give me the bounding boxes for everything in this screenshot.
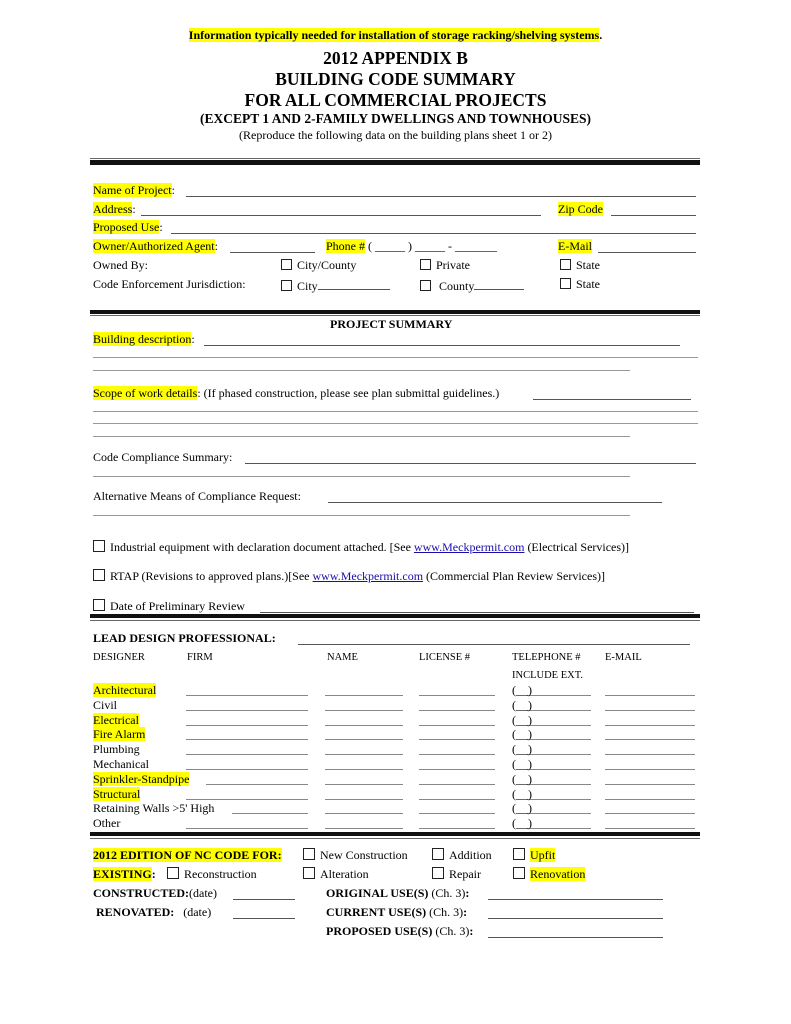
industrial-equipment-option[interactable]: Industrial equipment with declaration document attached. [See www.Meckpermit.com (Electrical Services)] bbox=[93, 540, 629, 555]
license-field[interactable] bbox=[419, 710, 495, 711]
address-label: Address: bbox=[93, 202, 136, 216]
column-telephone: TELEPHONE # bbox=[512, 652, 581, 663]
email-field[interactable] bbox=[605, 784, 695, 785]
designer-label: Sprinkler-Standpipe bbox=[93, 772, 190, 786]
meckpermit-link[interactable]: www.Meckpermit.com bbox=[312, 569, 424, 583]
designer-label: Retaining Walls >5' High bbox=[93, 801, 215, 815]
address-field[interactable] bbox=[141, 215, 541, 216]
building-description-line[interactable] bbox=[93, 370, 630, 371]
proposed-use-code-field[interactable] bbox=[488, 937, 663, 938]
checkbox-icon[interactable] bbox=[281, 259, 292, 270]
checkbox-icon[interactable] bbox=[432, 848, 444, 860]
column-name: NAME bbox=[327, 652, 358, 663]
email-field[interactable] bbox=[605, 725, 695, 726]
designer-label: Other bbox=[93, 816, 121, 830]
checkbox-icon[interactable] bbox=[560, 278, 571, 289]
area-code-field[interactable]: (__) bbox=[512, 698, 532, 712]
checkbox-icon[interactable] bbox=[513, 867, 525, 879]
original-use-label: ORIGINAL USE(S) (Ch. 3): bbox=[326, 886, 470, 900]
telephone-field[interactable] bbox=[527, 784, 591, 785]
license-field[interactable] bbox=[419, 799, 495, 800]
renovated-date-field[interactable] bbox=[233, 918, 295, 919]
zip-code-label: Zip Code bbox=[558, 202, 603, 216]
telephone-field[interactable] bbox=[527, 769, 591, 770]
telephone-field[interactable] bbox=[527, 710, 591, 711]
jurisdiction-county[interactable]: County bbox=[420, 277, 524, 294]
owned-by-private[interactable]: Private bbox=[420, 258, 470, 273]
current-use-field[interactable] bbox=[488, 918, 663, 919]
option-new-construction[interactable]: New Construction bbox=[303, 848, 408, 863]
firm-field[interactable] bbox=[186, 725, 308, 726]
designer-label: Mechanical bbox=[93, 757, 149, 771]
area-code-field[interactable]: (__) bbox=[512, 727, 532, 741]
alternative-means-label: Alternative Means of Compliance Request: bbox=[93, 489, 301, 503]
jurisdiction-city[interactable]: City bbox=[281, 277, 390, 294]
option-renovation[interactable]: Renovation bbox=[513, 867, 585, 882]
name-field[interactable] bbox=[325, 813, 403, 814]
scope-of-work-label: Scope of work details: (If phased construction, please see plan submittal guidelines.) bbox=[93, 386, 500, 400]
checkbox-icon[interactable] bbox=[432, 867, 444, 879]
telephone-field[interactable] bbox=[527, 813, 591, 814]
email-field[interactable] bbox=[605, 695, 695, 696]
email-field[interactable] bbox=[605, 710, 695, 711]
checkbox-icon[interactable] bbox=[93, 569, 105, 581]
email-field[interactable] bbox=[605, 813, 695, 814]
county-field[interactable] bbox=[474, 277, 524, 290]
divider bbox=[90, 832, 700, 836]
area-code-field[interactable]: (__) bbox=[512, 757, 532, 771]
project-name-label: Name of Project: bbox=[93, 183, 175, 197]
checkbox-icon[interactable] bbox=[281, 280, 292, 291]
name-field[interactable] bbox=[325, 695, 403, 696]
telephone-field[interactable] bbox=[527, 695, 591, 696]
option-upfit[interactable]: Upfit bbox=[513, 848, 555, 863]
divider bbox=[90, 315, 700, 316]
checkbox-icon[interactable] bbox=[420, 280, 431, 291]
title-line-3: FOR ALL COMMERCIAL PROJECTS bbox=[244, 90, 547, 110]
telephone-field[interactable] bbox=[527, 828, 591, 829]
title-exception: (EXCEPT 1 AND 2-FAMILY DWELLINGS AND TOWNHOUSES) bbox=[199, 111, 592, 126]
proposed-use-code-label: PROPOSED USE(S) (Ch. 3): bbox=[326, 924, 474, 938]
email-field[interactable] bbox=[605, 799, 695, 800]
checkbox-icon[interactable] bbox=[420, 259, 431, 270]
option-addition[interactable]: Addition bbox=[432, 848, 492, 863]
name-field[interactable] bbox=[325, 710, 403, 711]
license-field[interactable] bbox=[419, 695, 495, 696]
preliminary-review-field[interactable] bbox=[260, 612, 694, 613]
owner-field[interactable] bbox=[230, 252, 315, 253]
name-field[interactable] bbox=[325, 799, 403, 800]
current-use-label: CURRENT USE(S) (Ch. 3): bbox=[326, 905, 468, 919]
page-title bbox=[0, 48, 791, 111]
scope-of-work-line[interactable] bbox=[93, 436, 630, 437]
storage-racking-notice: Information typically needed for installation of storage racking/shelving systems. bbox=[188, 28, 603, 42]
area-code-field[interactable]: (__) bbox=[512, 801, 532, 815]
checkbox-icon[interactable] bbox=[93, 599, 105, 611]
checkbox-icon[interactable] bbox=[167, 867, 179, 879]
code-compliance-label: Code Compliance Summary: bbox=[93, 450, 233, 464]
firm-field[interactable] bbox=[232, 813, 308, 814]
scope-of-work-field[interactable] bbox=[533, 399, 691, 400]
license-field[interactable] bbox=[419, 813, 495, 814]
designer-label: Electrical bbox=[93, 713, 139, 727]
license-field[interactable] bbox=[419, 784, 495, 785]
divider bbox=[90, 158, 700, 159]
area-code-field[interactable]: (__) bbox=[512, 816, 532, 830]
divider bbox=[90, 160, 700, 165]
building-description-line[interactable] bbox=[93, 357, 698, 358]
divider bbox=[90, 614, 700, 618]
preliminary-review-option[interactable]: Date of Preliminary Review bbox=[93, 599, 245, 614]
firm-field[interactable] bbox=[186, 769, 308, 770]
alternative-means-field[interactable] bbox=[328, 502, 662, 503]
license-field[interactable] bbox=[419, 769, 495, 770]
license-field[interactable] bbox=[419, 754, 495, 755]
jurisdiction-state[interactable]: State bbox=[560, 277, 600, 292]
designer-label: Architectural bbox=[93, 683, 157, 697]
zip-code-field[interactable] bbox=[611, 215, 696, 216]
name-field[interactable] bbox=[325, 784, 403, 785]
checkbox-icon[interactable] bbox=[303, 848, 315, 860]
lead-design-professional-label: LEAD DESIGN PROFESSIONAL: bbox=[93, 631, 276, 645]
telephone-field[interactable] bbox=[527, 754, 591, 755]
column-designer: DESIGNER bbox=[93, 652, 145, 663]
designer-label: Plumbing bbox=[93, 742, 140, 756]
email-field[interactable] bbox=[598, 252, 696, 253]
alternative-means-line[interactable] bbox=[93, 515, 630, 516]
email-field[interactable] bbox=[605, 754, 695, 755]
code-compliance-line[interactable] bbox=[93, 476, 630, 477]
renovated-label: RENOVATED: (date) bbox=[96, 905, 212, 919]
name-field[interactable] bbox=[325, 769, 403, 770]
divider bbox=[90, 620, 700, 621]
firm-field[interactable] bbox=[186, 754, 308, 755]
phone-label: Phone # ( _____ ) _____ - _______ bbox=[326, 239, 497, 253]
column-license: LICENSE # bbox=[419, 652, 471, 663]
owned-by-state[interactable]: State bbox=[560, 258, 600, 273]
divider bbox=[90, 838, 700, 839]
owned-by-city-county[interactable]: City/County bbox=[281, 258, 356, 273]
proposed-use-label: Proposed Use: bbox=[93, 220, 163, 234]
telephone-field[interactable] bbox=[527, 799, 591, 800]
phone-field[interactable]: ( _____ ) _____ - _______ bbox=[368, 239, 497, 253]
constructed-date-field[interactable] bbox=[233, 899, 295, 900]
constructed-label: CONSTRUCTED:(date) bbox=[93, 886, 217, 900]
firm-field[interactable] bbox=[186, 695, 308, 696]
owned-by-label: Owned By: bbox=[93, 258, 148, 272]
scope-of-work-line[interactable] bbox=[93, 423, 698, 424]
code-compliance-field[interactable] bbox=[245, 463, 696, 464]
reproduce-instruction: (Reproduce the following data on the building plans sheet 1 or 2) bbox=[239, 128, 552, 142]
title-line-1: 2012 APPENDIX B bbox=[323, 48, 468, 68]
telephone-field[interactable] bbox=[527, 739, 591, 740]
lead-design-professional-field[interactable] bbox=[298, 644, 690, 645]
checkbox-icon[interactable] bbox=[303, 867, 315, 879]
building-description-field[interactable] bbox=[204, 345, 680, 346]
area-code-field[interactable]: (__) bbox=[512, 772, 532, 786]
telephone-note: INCLUDE EXT. bbox=[512, 670, 583, 681]
existing-label: EXISTING: bbox=[93, 867, 156, 881]
city-field[interactable] bbox=[318, 277, 390, 290]
building-description-label: Building description: bbox=[93, 332, 195, 346]
firm-field[interactable] bbox=[206, 784, 308, 785]
area-code-field[interactable]: (__) bbox=[512, 787, 532, 801]
designer-label: Structural bbox=[93, 787, 141, 801]
firm-field[interactable] bbox=[186, 710, 308, 711]
option-repair[interactable]: Repair bbox=[432, 867, 481, 882]
project-summary-heading: PROJECT SUMMARY bbox=[330, 317, 453, 331]
license-field[interactable] bbox=[419, 828, 495, 829]
email-field[interactable] bbox=[605, 739, 695, 740]
scope-of-work-line[interactable] bbox=[93, 411, 698, 412]
firm-field[interactable] bbox=[186, 828, 308, 829]
name-field[interactable] bbox=[325, 739, 403, 740]
area-code-field[interactable]: (__) bbox=[512, 683, 532, 697]
checkbox-icon[interactable] bbox=[513, 848, 525, 860]
meckpermit-link[interactable]: www.Meckpermit.com bbox=[413, 540, 525, 554]
license-field[interactable] bbox=[419, 725, 495, 726]
email-label: E-Mail bbox=[558, 239, 592, 253]
email-field[interactable] bbox=[605, 769, 695, 770]
option-alteration[interactable]: Alteration bbox=[303, 867, 369, 882]
jurisdiction-label: Code Enforcement Jurisdiction: bbox=[93, 277, 246, 291]
divider bbox=[90, 310, 700, 314]
code-edition-label: 2012 EDITION OF NC CODE FOR: bbox=[93, 848, 282, 862]
column-email: E-MAIL bbox=[605, 652, 642, 663]
checkbox-icon[interactable] bbox=[560, 259, 571, 270]
email-field[interactable] bbox=[605, 828, 695, 829]
project-name-field[interactable] bbox=[186, 196, 696, 197]
name-field[interactable] bbox=[325, 828, 403, 829]
firm-field[interactable] bbox=[186, 739, 308, 740]
designer-label: Civil bbox=[93, 698, 118, 712]
telephone-field[interactable] bbox=[527, 725, 591, 726]
checkbox-icon[interactable] bbox=[93, 540, 105, 552]
area-code-field[interactable]: (__) bbox=[512, 713, 532, 727]
name-field[interactable] bbox=[325, 754, 403, 755]
rtap-option[interactable]: RTAP (Revisions to approved plans.)[See www.Meckpermit.com (Commercial Plan Review Services)] bbox=[93, 569, 605, 584]
area-code-field[interactable]: (__) bbox=[512, 742, 532, 756]
license-field[interactable] bbox=[419, 739, 495, 740]
option-reconstruction[interactable]: Reconstruction bbox=[167, 867, 257, 882]
proposed-use-field[interactable] bbox=[171, 233, 696, 234]
owner-label: Owner/Authorized Agent: bbox=[93, 239, 218, 253]
name-field[interactable] bbox=[325, 725, 403, 726]
original-use-field[interactable] bbox=[488, 899, 663, 900]
designer-label: Fire Alarm bbox=[93, 727, 146, 741]
title-line-2: BUILDING CODE SUMMARY bbox=[275, 69, 516, 89]
firm-field[interactable] bbox=[186, 799, 308, 800]
column-firm: FIRM bbox=[187, 652, 213, 663]
